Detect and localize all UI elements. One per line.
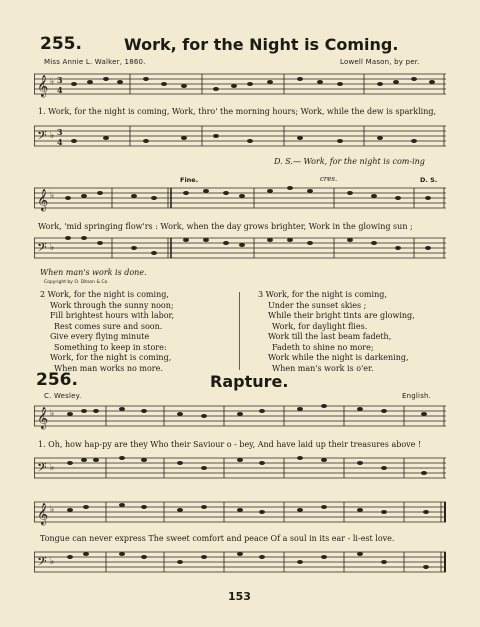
hymn-composer: Lowell Mason, by per.	[340, 58, 420, 66]
cres-marking: cres.	[320, 175, 338, 183]
verse-divider	[239, 292, 240, 370]
svg-text:♭: ♭	[50, 463, 55, 473]
copyright-notice: Copyright by O. Ditson & Co.	[44, 280, 109, 285]
hymn-lyric-line-1: 1. Work, for the night is coming, Work, thro' the morning hours; Work, while the dew is sparkling,	[38, 107, 437, 116]
ending-lyric: When man's work is done.	[40, 268, 147, 277]
bass-staff	[34, 228, 446, 268]
treble-staff	[34, 180, 446, 220]
svg-text:𝄢: 𝄢	[37, 460, 47, 478]
svg-text:𝄞: 𝄞	[37, 75, 49, 97]
svg-text:𝄞: 𝄞	[37, 503, 49, 525]
svg-text:𝄞: 𝄞	[37, 407, 49, 429]
svg-text:4: 4	[57, 137, 63, 147]
ds-lyric: D. S.— Work, for the night is com-ing	[274, 157, 425, 166]
svg-text:𝄢: 𝄢	[37, 554, 47, 572]
svg-text:♭: ♭	[50, 131, 55, 141]
hymn-author: C. Wesley.	[44, 392, 82, 400]
bass-staff	[34, 542, 446, 582]
hymn-composer: English.	[402, 392, 432, 400]
svg-text:♭: ♭	[50, 409, 55, 419]
bass-staff	[34, 116, 446, 156]
svg-text:3: 3	[57, 127, 63, 137]
ds-marking: D. S.	[420, 176, 438, 184]
hymn-author: Miss Annie L. Walker, 1860.	[44, 58, 146, 66]
svg-text:𝄞: 𝄞	[37, 189, 49, 211]
page-number: 153	[228, 590, 251, 603]
svg-text:♭: ♭	[50, 191, 55, 201]
hymn-number: 255.	[40, 34, 82, 54]
verse-2: 2 Work, for the night is coming, Work through the sunny noon; Fill brightest hours with labor, Rest comes sure and soon. Give every flying minute Something to keep in store: Work, for the night is coming, When man works no more.	[40, 290, 175, 373]
hymn-lyric-line-1: 1. Oh, how hap-py are they Who their Saviour o - bey, And have laid up their treasures above !	[38, 440, 422, 449]
svg-text:♭: ♭	[50, 77, 55, 87]
svg-text:4: 4	[57, 85, 63, 95]
svg-text:𝄢: 𝄢	[37, 128, 47, 146]
hymn-title: Work, for the Night is Coming.	[124, 35, 399, 54]
svg-text:♭: ♭	[50, 557, 55, 567]
bass-staff	[34, 448, 446, 488]
hymn-lyric-line-2: Work, 'mid springing flow'rs : Work, when the day grows brighter, Work in the glowing sun ;	[38, 222, 413, 231]
svg-text:♭: ♭	[50, 243, 55, 253]
treble-staff	[34, 398, 446, 438]
fine-marking: Fine.	[180, 176, 199, 184]
svg-text:3: 3	[57, 75, 63, 85]
hymn-number: 256.	[36, 370, 78, 390]
svg-text:♭: ♭	[50, 505, 55, 515]
hymn-lyric-line-2: Tongue can never express The sweet comfort and peace Of a soul in its ear - li-est love.	[40, 534, 395, 543]
svg-text:𝄢: 𝄢	[37, 240, 47, 258]
hymn-title: Rapture.	[210, 372, 289, 391]
treble-staff	[34, 66, 446, 106]
verse-3: 3 Work, for the night is coming, Under the sunset skies ; While their bright tints are glowing, Work, for daylight flies. Work till the last beam fadeth, Fadeth to shine no more; Work while the night is darkening, When man's work is o'er.	[258, 290, 415, 373]
treble-staff	[34, 494, 446, 534]
